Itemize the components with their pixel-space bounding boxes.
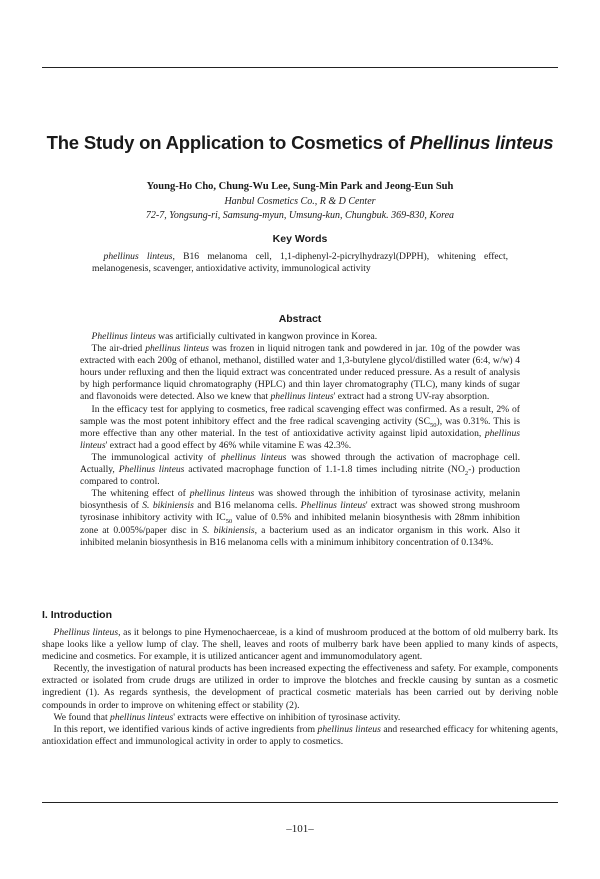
authors: Young-Ho Cho, Chung-Wu Lee, Sung-Min Park and Jeong-Eun Suh [146,181,454,192]
intro-text: ' extracts were effective on inhibition of tyrosinase activity. [173,711,401,723]
abstract-text: value of 0.5% and inhibited melanin biosynthesis with 28mm inhibition zone at 0.005%/paper disc in [80,512,520,536]
abstract-text: ' extract had a good effect by 46% while vitamine E was 42.3%. [105,439,352,451]
page-number: –101– [286,823,314,835]
species-name: Phellinus linteus [53,627,119,638]
intro-text: , as it belongs to pine Hymenochaerceae, is a kind of mushroom produced at the bottom of old mulberry bark. Its shape looks like a yellow lump of clay. The shell, leaves and roots of mulberry bark have been applied to many kinds of aspects, medicine and cosmetics. For example, it is utilized anticancer agent and immunomodulatory agent. [42,627,558,663]
species-name: phellinus linteus [110,711,174,723]
species-name: phellinus linteus [270,391,334,403]
abstract-text: and B16 melanoma cells. [193,500,301,512]
abstract-body [80,331,520,549]
affiliation-line1: Hanbul Cosmetics Co., R & D Center [224,196,376,207]
abstract-text: ' extract had a strong UV-ray absorption. [333,391,490,403]
species-name: phellinus linteus [317,723,381,735]
abstract-text: was artificially cultivated in kangwon province in Korea. [155,331,378,342]
intro-paragraph-2: Recently, the investigation of natural products has been increased expecting the effectiveness and safety. For example, components extracted or isolated from crude drugs are utilized in order to improve the blotches and freckle causing by suntan as a cosmetic ingredient (1). As regards synthesis, the development of practical cosmetic materials has been carried out by deriving noble compounds in order to improve on whitening effect or stability (2). [42,663,558,711]
abstract-text: activated macrophage function of 1.1-1.8 times including nitrite (NO [184,464,465,476]
intro-paragraph-3 [42,712,558,724]
species-name: phellinus linteus [189,488,255,500]
top-rule [42,67,558,68]
species-name: Phellinus linteus [300,500,366,512]
subscript: 50 [430,421,437,429]
intro-text: and researched efficacy for whitening agents, antioxidation effect and immunological activity in order to apply to cosmetics. [42,723,558,747]
species-name: phellinus linteus [220,451,287,463]
keywords-lead: phellinus linteus [103,251,173,262]
title-main: The Study on Application to Cosmetics of [46,132,410,153]
species-name: Phellinus linteus [91,331,156,342]
abstract-text: , a bacterium used as an indicator organism in this work. Also it inhibited melanin biosynthesis in B16 melanoma cells with a minimum inhibitory concentration of 0.134%. [80,524,521,548]
introduction-heading: I. Introduction [42,609,112,621]
paper-title [30,132,570,154]
subscript: 50 [225,518,233,526]
abstract-paragraph-4 [80,452,520,488]
intro-paragraph-1 [42,627,558,663]
abstract-paragraph-5 [80,488,520,548]
abstract-text: In the efficacy test for applying to cosmetics, free radical scavenging effect was confirmed. As a result, 2% of sample was the most potent inhibitory effect and the free radical scavenging activity (SC [80,403,520,427]
species-name: Phellinus linteus [118,464,185,476]
abstract-text: The whitening effect of [91,488,190,500]
introduction-body [42,627,558,748]
keywords-text [92,251,508,275]
abstract-text: was frozen in liquid nitrogen tank and powdered in jar. 10g of the powder was extracted with each 200g of ethanol, methanol, distilled water and 1,3-butylene glycol/distilled water (6:4, w/w) 4 hours under refluxing and then the liquid extract was concentrated under reduced pressure. As a result of analysis by high performance liquid chromatography (HPLC) and thin layer chromatography (TLC), many kinds of sugar and flavonoids were detected. Also we knew that [80,343,520,403]
abstract-paragraph-1 [80,331,520,343]
bottom-rule [42,802,558,803]
abstract-heading: Abstract [278,313,322,325]
keywords-heading: Key Words [272,233,328,245]
abstract-text: -) production compared to control. [80,464,520,488]
abstract-text: was showed through the activation of macrophage cell. Actually, [80,451,520,476]
abstract-text: ), was 0.31%. This is more effective than any other material. In the test of antioxidative activity against lipid autoxidation, [80,415,520,439]
abstract-text: The air-dried [91,343,146,355]
abstract-paragraph-3 [80,404,520,452]
intro-text: In this report, we identified various kinds of active ingredients from [53,723,318,735]
subscript: 2 [464,469,469,477]
abstract-text: ' extract was showed strong mushroom tyrosinase inhibitory activity with IC [80,500,520,524]
keywords-list: , B16 melanoma cell, 1,1-diphenyl-2-picrylhydrazyl(DPPH), whitening effect, melanogenesis, scavenger, antioxidative activity, immunological activity [92,251,509,275]
title-species: Phellinus linteus [409,132,554,153]
abstract-text: was showed through the inhibition of tyrosinase activity, melanin biosynthesis of [80,488,520,512]
abstract-paragraph-2 [80,343,520,403]
affiliation-line2: 72-7, Yongsung-ri, Samsung-myun, Umsung-kun, Chungbuk. 369-830, Korea [145,210,455,221]
intro-paragraph-4 [42,724,558,748]
species-name: phellinus linteus [145,343,209,355]
species-name: S. bikiniensis [142,500,194,512]
abstract-text: The immunological activity of [91,451,221,463]
intro-text: We found that [53,711,111,723]
species-name: S. bikiniensis [202,524,255,536]
species-name: phellinus linteus [80,427,520,451]
